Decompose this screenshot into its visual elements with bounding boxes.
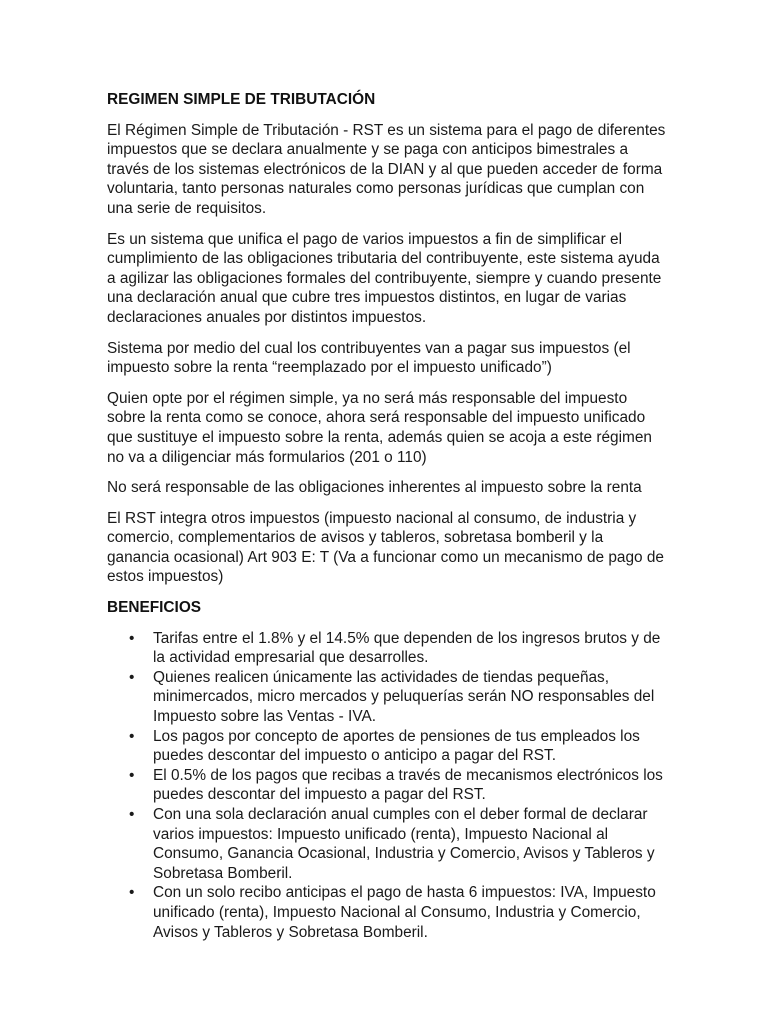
- list-item: [107, 883, 667, 942]
- list-item-text: Tarifas entre el 1.8% y el 14.5% que dependen de los ingresos brutos y de la actividad empresarial que desarrolles.: [153, 629, 661, 667]
- paragraph-not-responsible: No será responsable de las obligaciones inherentes al impuesto sobre la renta: [107, 479, 642, 497]
- list-item: [107, 766, 667, 805]
- list-item-text: Con una sola declaración anual cumples con el deber formal de declarar varios impuestos: Impuesto unificado (renta), Impuesto Nacional al Consumo, Ganancia Ocasional, Industria y Comercio, Avisos y Tableros y Sobretasa Bomberil.: [153, 806, 655, 882]
- list-item: [107, 805, 667, 883]
- list-item: [107, 727, 667, 766]
- document-title: REGIMEN SIMPLE DE TRIBUTACIÓN: [107, 91, 376, 108]
- document-page: [107, 90, 667, 942]
- paragraph-payment-system: Sistema por medio del cual los contribuyentes van a pagar sus impuestos (el impuesto sobre la renta “reemplazado por el impuesto unificado”): [107, 339, 631, 377]
- list-item-text: El 0.5% de los pagos que recibas a través de mecanismos electrónicos los puedes descontar del impuesto a pagar del RST.: [153, 766, 663, 804]
- bullet-icon: •: [129, 668, 135, 686]
- paragraph-rst-definition: El Régimen Simple de Tributación - RST es un sistema para el pago de diferentes impuestos que se declara anualmente y se paga con anticipos bimestrales a través de los sistemas electrónicos de la DIAN y al que pueden acceder de forma voluntaria, tanto personas naturales como personas jurídicas que cumplan con una serie de requisitos.: [107, 121, 666, 217]
- benefits-heading: BENEFICIOS: [107, 599, 202, 617]
- list-item: [107, 629, 667, 668]
- list-item-text: Quienes realicen únicamente las actividades de tiendas pequeñas, minimercados, micro mercados y peluquerías serán NO responsables del Impuesto sobre las Ventas - IVA.: [153, 668, 655, 726]
- bullet-icon: •: [129, 727, 135, 745]
- paragraph-unified-system: Es un sistema que unifica el pago de varios impuestos a fin de simplificar el cumplimiento de las obligaciones tributaria del contribuyente, este sistema ayuda a agilizar las obligaciones formales del contribuyente, siempre y cuando presente una declaración anual que cubre tres impuestos distintos, en lugar de varias declaraciones anuales por distintos impuestos.: [107, 230, 662, 326]
- bullet-icon: •: [129, 884, 135, 902]
- bullet-icon: •: [129, 806, 135, 823]
- bullet-icon: •: [129, 629, 135, 647]
- paragraph-integrated-taxes: El RST integra otros impuestos (impuesto nacional al consumo, de industria y comercio, complementarios de avisos y tableros, sobretasa bomberil y la ganancia ocasional) Art 903 E: T (Va a funcionar como un mecanismo de pago de estos impuestos): [107, 509, 664, 586]
- list-item: [107, 668, 667, 727]
- bullet-icon: •: [129, 766, 135, 784]
- benefits-list: [107, 629, 667, 943]
- list-item-text: Con un solo recibo anticipas el pago de hasta 6 impuestos: IVA, Impuesto unificado (renta), Impuesto Nacional al Consumo, Industria y Comercio, Avisos y Tableros y Sobretasa Bomberil.: [153, 884, 656, 941]
- paragraph-opt-in: Quien opte por el régimen simple, ya no será más responsable del impuesto sobre la renta como se conoce, ahora será responsable del impuesto unificado que sustituye el impuesto sobre la renta, además quien se acoja a este régimen no va a diligenciar más formularios (201 o 110): [107, 389, 652, 466]
- list-item-text: Los pagos por concepto de aportes de pensiones de tus empleados los puedes descontar del impuesto o anticipo a pagar del RST.: [153, 727, 640, 765]
